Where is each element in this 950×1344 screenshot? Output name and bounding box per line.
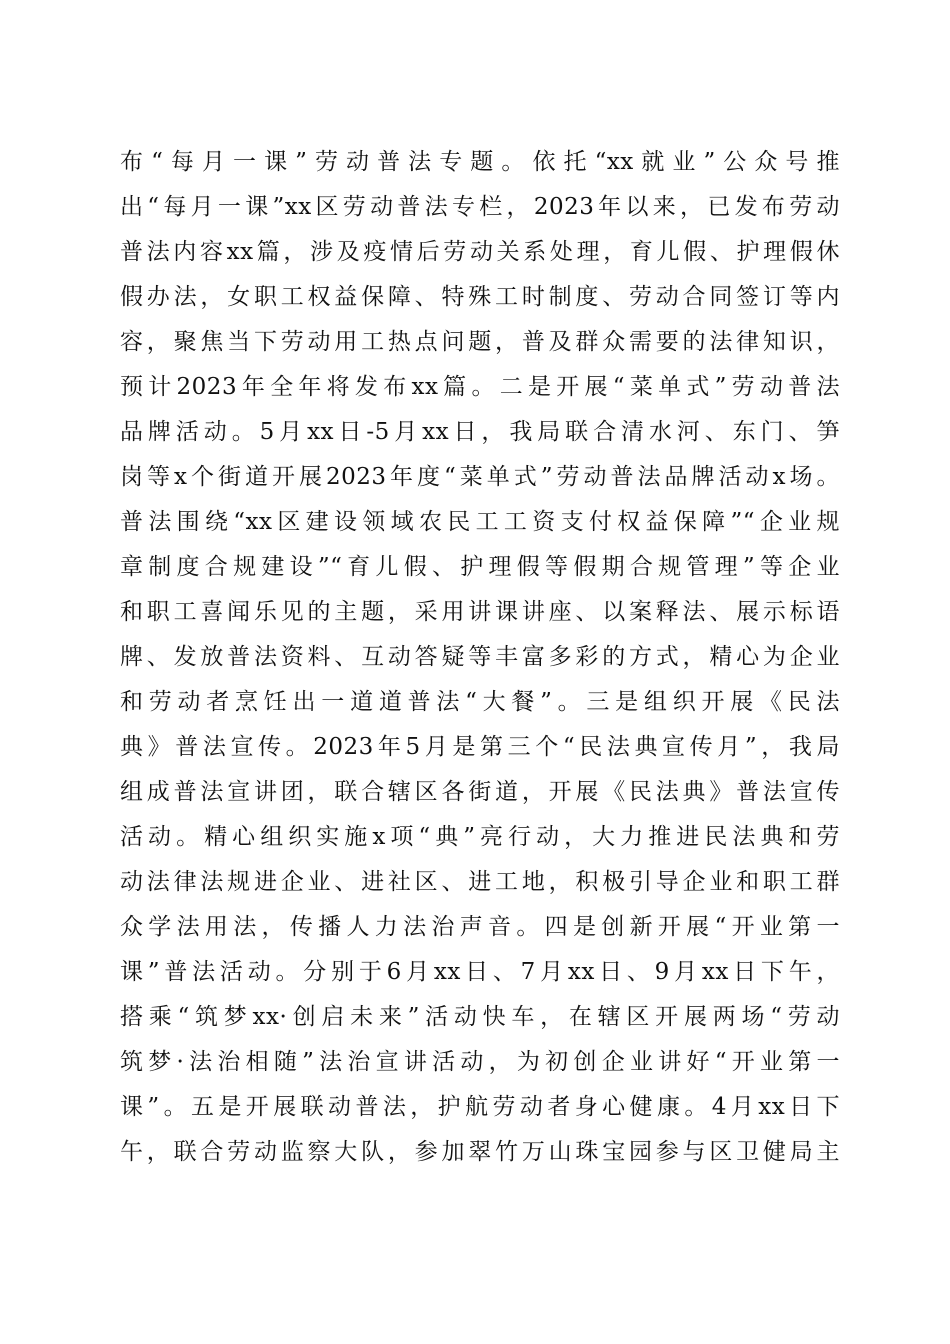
text-line: 和劳动者烹饪出一道道普法“大餐”。三是组织开展《民法 bbox=[120, 689, 840, 715]
text-line: 品牌活动。5月xx日-5月xx日，我局联合清水河、东门、笋 bbox=[120, 419, 840, 445]
text-line: 课”。五是开展联动普法，护航劳动者身心健康。4月xx日下 bbox=[120, 1094, 840, 1120]
text-line: 动法律法规进企业、进社区、进工地，积极引导企业和职工群 bbox=[120, 869, 840, 895]
text-line: 课”普法活动。分别于6月xx日、7月xx日、9月xx日下午， bbox=[120, 959, 840, 985]
text-line: 筑梦·法治相随”法治宣讲活动，为初创企业讲好“开业第一 bbox=[120, 1049, 840, 1075]
text-line: 牌、发放普法资料、互动答疑等丰富多彩的方式，精心为企业 bbox=[120, 644, 840, 670]
text-line: 典》普法宣传。2023年5月是第三个“民法典宣传月”，我局 bbox=[120, 734, 840, 760]
body-paragraph bbox=[120, 140, 840, 1175]
text-line: 搭乘“筑梦xx·创启未来”活动快车，在辖区开展两场“劳动 bbox=[120, 1004, 840, 1030]
text-line: 普法围绕“xx区建设领域农民工工资支付权益保障”“企业规 bbox=[120, 509, 840, 535]
text-line: 章制度合规建设”“育儿假、护理假等假期合规管理”等企业 bbox=[120, 554, 840, 580]
text-line: 布“每月一课”劳动普法专题。依托“xx就业”公众号推 bbox=[120, 149, 840, 175]
text-line: 普法内容xx篇，涉及疫情后劳动关系处理，育儿假、护理假休 bbox=[120, 239, 840, 265]
text-line: 容，聚焦当下劳动用工热点问题，普及群众需要的法律知识， bbox=[120, 329, 840, 355]
text-line: 出“每月一课”xx区劳动普法专栏，2023年以来，已发布劳动 bbox=[120, 194, 840, 220]
text-line: 众学法用法，传播人力法治声音。四是创新开展“开业第一 bbox=[120, 914, 840, 940]
text-line: 午，联合劳动监察大队，参加翠竹万山珠宝园参与区卫健局主 bbox=[120, 1139, 840, 1165]
text-line: 预计2023年全年将发布xx篇。二是开展“菜单式”劳动普法 bbox=[120, 374, 840, 400]
text-line: 岗等x个街道开展2023年度“菜单式”劳动普法品牌活动x场。 bbox=[120, 464, 840, 490]
text-line: 活动。精心组织实施x项“典”亮行动，大力推进民法典和劳 bbox=[120, 824, 840, 850]
text-line: 和职工喜闻乐见的主题，采用讲课讲座、以案释法、展示标语 bbox=[120, 599, 840, 625]
text-line: 假办法，女职工权益保障、特殊工时制度、劳动合同签订等内 bbox=[120, 284, 840, 310]
text-line: 组成普法宣讲团，联合辖区各街道，开展《民法典》普法宣传 bbox=[120, 779, 840, 805]
